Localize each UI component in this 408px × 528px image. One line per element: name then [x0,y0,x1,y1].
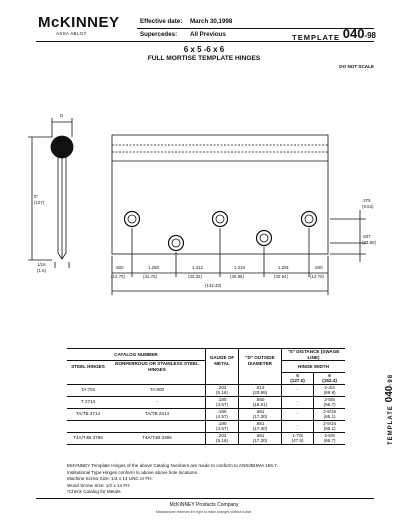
dim-side-bottom-mm: (1.6) [37,268,47,273]
note-line: McKINNEY Template Hinges of the above Catalog Numbers are made to conform to ANSI/BHMA 156.7. [67,463,278,468]
dim-side-bottom: 1/16 [37,262,46,267]
th-width-5: 5 (127.0) [281,372,313,384]
dim-bottom-4-mm: (30.96) [230,274,244,279]
dim-bottom-2: 1.250 [148,265,159,270]
template-number: 040-98 [342,26,376,41]
dim-right-top: .375 [362,198,371,203]
side-template-label: TEMPLATE 040-98 [384,373,395,445]
table-row: .180 (4.57) .681 (17.30) - 2-9/16 (65.1) [67,420,345,432]
note-line: Institutional Type Hinges conform to above above hole locations. [67,469,199,475]
th-steel-hinges: STEEL HINGES [71,363,105,369]
dim-side-height: 5" [34,194,39,199]
th-nonferrous: NONFERROUS OR STAINLESS STEEL HINGES [115,361,199,372]
dim-bottom-3: 1.312 [192,265,203,270]
logo-subtitle: ASSA ABLOY [56,31,87,36]
footer-rule [36,498,374,499]
dim-overall-mm: (132.40) [205,283,222,288]
table-row: T4A/T4B 3786 T4A/T4B 3386 .203 (5.16) .681 (17.30) 1-7/8 (47.6) 2-5/8 (66.7) [67,432,345,444]
dim-bottom-5-mm: (32.54) [274,274,288,279]
dim-right-top-mm: (9.52) [362,204,374,209]
th-width-6: 6 (152.4) [314,372,345,384]
company-logo: McKINNEY [38,14,120,31]
page-title: 6 x 5 -6 x 6 [183,45,225,54]
dim-side-height-mm: (127) [34,200,45,205]
notes-block [67,463,278,496]
th-s-distance: "S" DISTANCE (SWAGE LINE) [281,349,345,361]
note-line: Wood Screw Size: 1/2 x 14 FH. [67,482,131,488]
screw-holes [125,212,317,251]
th-hinge-width: HINGE WIDTH [281,361,345,373]
dim-bottom-2-mm: (31.75) [143,274,157,279]
do-not-scale-note: DO NOT SCALE [339,64,374,69]
dim-bottom-1: .500 [115,265,124,270]
dim-d: D [60,113,64,118]
dim-bottom-6: .500 [314,265,323,270]
table-row: T 2714 - .180 (4.57) .650 (16.51) - 2-5/8 (66.7) [67,396,345,408]
table-row: TA 702 TA 800 .203 (5.16) .813 (20.65) - 2-3/4 (69.9) [67,384,345,396]
footer-disclaimer: Manufacturer reserves the right to make changes without notice. [155,510,253,514]
dim-bottom-6-mm: (12.70) [310,274,324,279]
supersedes-value: All Previous [190,31,226,38]
dim-right-mid: .937 [362,234,371,239]
th-gauge: GAUGE OF METAL [205,349,238,373]
knuckle-profile [51,136,73,158]
template-label: TEMPLATE [292,33,340,42]
th-catalog-number: CATALOG NUMBER [67,349,205,361]
dim-bottom-1-mm: (12.70) [111,274,125,279]
dim-right-mid-mm: (23.80) [362,240,376,245]
footer-company: McKINNEY Products Company [169,502,239,508]
supersedes-label: Supercedes: [140,31,178,38]
dim-bottom-4: 1.219 [234,265,245,270]
effective-date-label: Effective date: [140,18,183,25]
effective-date-value: March 30,1998 [190,18,233,25]
dim-bottom-5: 1.281 [278,265,289,270]
note-line: Machine Screw Size: 1/4 x 14 UNC or FH. [67,476,153,482]
dim-bottom-3-mm: (33.32) [188,274,202,279]
table-row: TA/TB 2714 TA/TB 2314 .180 (4.57) .681 (17.30) - 2-9/16 (65.1) [67,408,345,420]
th-outside-diameter: "D" OUTSIDE DIAMETER [238,349,281,373]
note-line: *Check Catalog for Metals. [67,489,122,495]
catalog-table [67,348,345,445]
page-subtitle: FULL MORTISE TEMPLATE HINGES [147,55,261,62]
